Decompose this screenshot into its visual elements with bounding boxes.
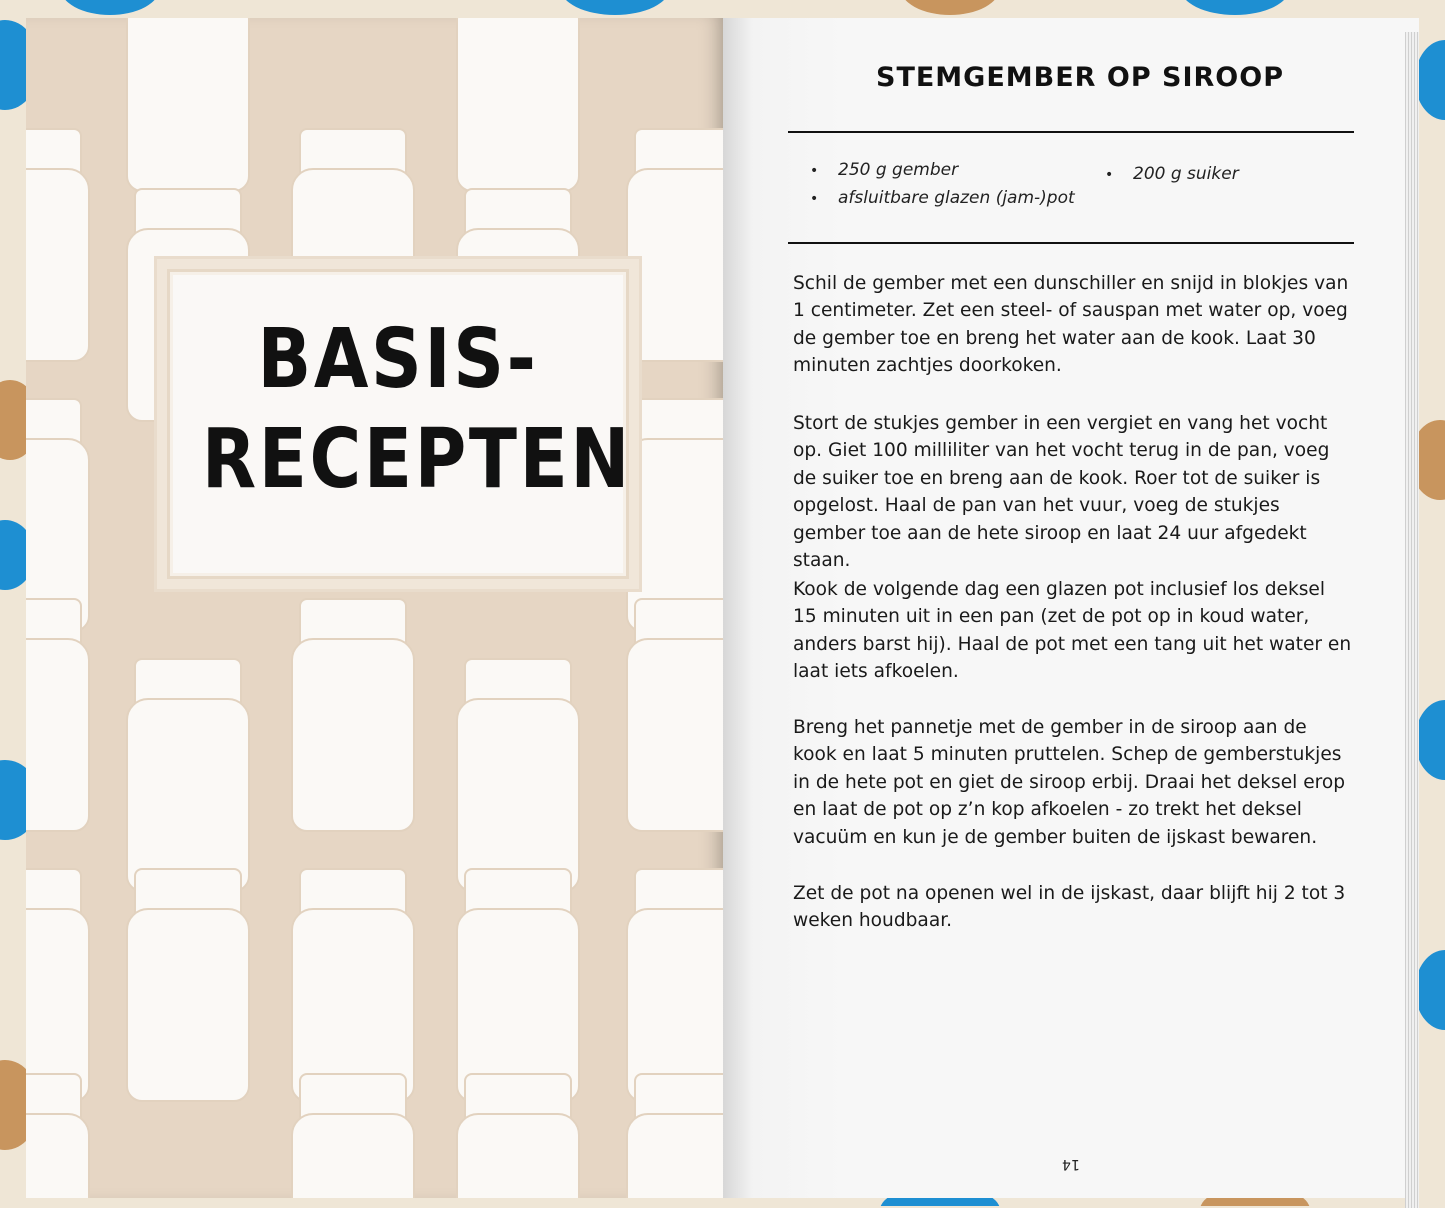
ingredient-item: • 250 g gember [810, 160, 959, 180]
ingredient-item: • afsluitbare glazen (jam-)pot [810, 188, 1075, 208]
ingredient-item: • 200 g suiker [1105, 164, 1239, 184]
chapter-title [201, 310, 632, 510]
rule-bottom [788, 242, 1354, 244]
instruction-paragraph: Breng het pannetje met de gember in de siroop aan de kook en laat 5 minuten pruttelen. Schep de gemberstukjes in de hete pot en giet de siroop erbij. Draai het deksel erop en laat de pot op z’n kop afkoelen - zo trekt het deksel vacuüm en kun je de gember buiten de ijskast bewaren. [793, 717, 1346, 848]
instruction-paragraph: Stort de stukjes gember in een vergiet en vang het vocht op. Giet 100 milliliter van het vocht terug in de pan, voeg de suiker toe en breng aan de kook. Roer tot de suiker is opgelost. Haal de pan van het vuur, voeg de stukjes gember toe aan de hete siroop en laat 24 uur afgedekt staan. [793, 413, 1330, 572]
rule-top [788, 131, 1354, 133]
title-frame [154, 256, 642, 592]
instruction-paragraph: Schil de gember met een dunschiller en snijd in blokjes van 1 centimeter. Zet een steel- of sauspan met water op, voeg de gember toe en breng het water aan de kook. Laat 30 minuten zachtjes doorkoken. [793, 273, 1349, 377]
instruction-paragraph: Zet de pot na openen wel in de ijskast, daar blijft hij 2 tot 3 weken houdbaar. [793, 883, 1346, 932]
recipe-title: STEMGEMBER OP SIROOP [876, 62, 1284, 93]
chapter-title-line2: RECEPTEN [201, 412, 632, 507]
chapter-title-line1: BASIS- [257, 312, 539, 407]
left-page [26, 18, 726, 1198]
page-edges [1405, 32, 1419, 1208]
instruction-paragraph: Kook de volgende dag een glazen pot inclusief los deksel 15 minuten uit in een pan (zet de pot op in koud water, anders barst hij). Haal de pot met een tang uit het water en laat iets afkoelen. [793, 579, 1352, 683]
page-number: 14 [1062, 1156, 1080, 1172]
ingredient-list [790, 158, 1350, 218]
